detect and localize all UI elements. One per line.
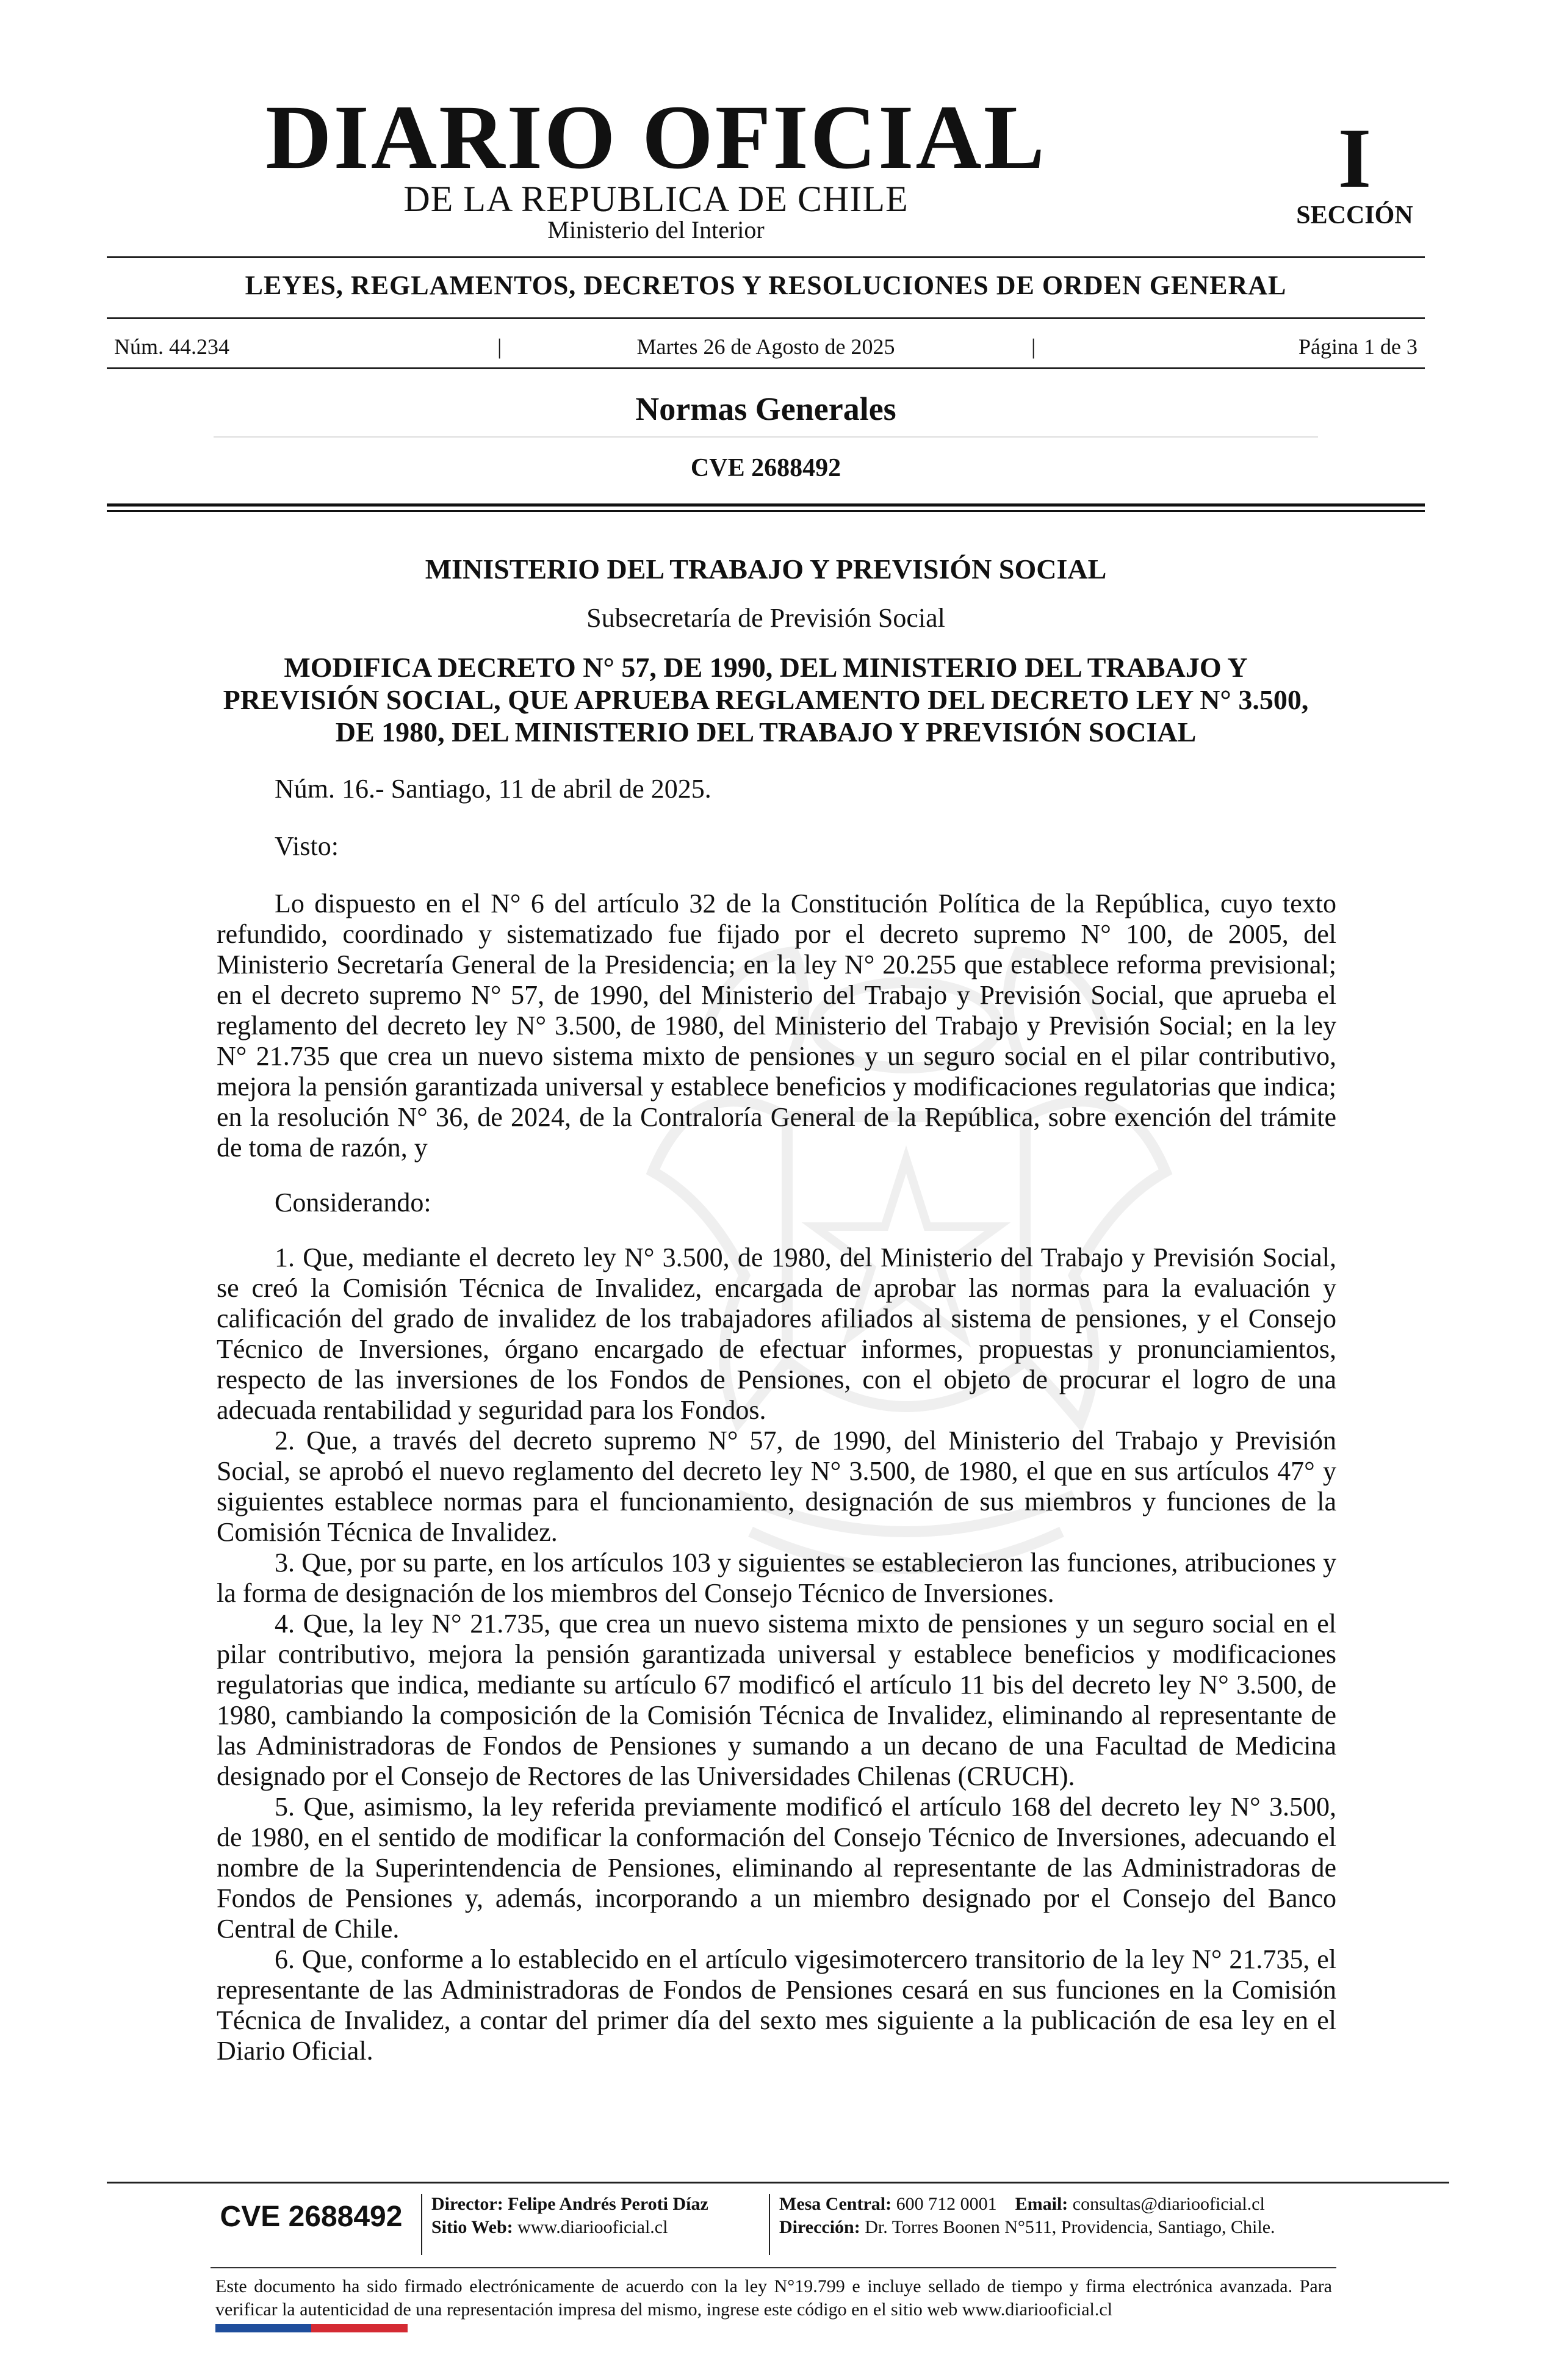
issue-page: Página 1 de 3	[1298, 334, 1417, 359]
visto-label: Visto:	[275, 831, 339, 861]
issue-date: Martes 26 de Agosto de 2025	[636, 334, 895, 359]
director-name: Felipe Andrés Peroti Díaz	[508, 2194, 708, 2214]
section-marker	[1284, 111, 1425, 229]
issue-bar	[107, 331, 1425, 362]
decree-title-line: DE 1980, DEL MINISTERIO DEL TRABAJO Y PREVISIÓN SOCIAL	[335, 716, 1197, 748]
decree-title-line: MODIFICA DECRETO N° 57, DE 1990, DEL MINISTERIO DEL TRABAJO Y	[284, 652, 1248, 683]
considerando-paragraph: 1. Que, mediante el decreto ley N° 3.500, de 1980, del Ministerio del Trabajo y Previsión Social, se creó la Comisión Técnica de Invalidez, encargada de aprobar las normas para la evaluación y calificación del grado de invalidez de los trabajadores afiliados al sistema de pensiones, y el Consejo Técnico de Inversiones, órgano encargado de efectuar informes, propuestas y pronunciamientos, respecto de las inversiones de los Fondos de Pensiones, con el objeto de procurar el logro de una adecuada rentabilidad y seguridad para los Fondos.	[217, 1242, 1336, 1425]
issue-separator: |	[497, 334, 502, 359]
issue-separator: |	[1031, 334, 1036, 359]
considerando-paragraph: 2. Que, a través del decreto supremo N° 57, de 1990, del Ministerio del Trabajo y Previsión Social, se aprobó el nuevo reglamento del decreto ley N° 3.500, de 1980, el que en sus artículos 47° y siguientes establece normas para el funcionamiento, designación de sus miembros y funciones de la Comisión Técnica de Invalidez.	[217, 1426, 1336, 1547]
masthead	[107, 87, 1425, 256]
cve-code: CVE 2688492	[690, 454, 841, 482]
decree-number-line: Núm. 16.- Santiago, 11 de abril de 2025.	[275, 774, 711, 804]
email-link[interactable]: consultas@diariooficial.cl	[1072, 2194, 1265, 2214]
electronic-signature-note: Este documento ha sido firmado electrónicamente de acuerdo con la ley N°19.799 e incluye sellado de tiempo y firma electrónica avanzada. Para verificar la autenticidad de una representación impresa del mismo, ingrese este código en el sitio web www.diariooficial.cl	[215, 2276, 1332, 2320]
issue-divider	[107, 367, 1425, 369]
normas-underline	[214, 436, 1318, 438]
decree-title-line: PREVISIÓN SOCIAL, QUE APRUEBA REGLAMENTO DEL DECRETO LEY N° 3.500,	[223, 684, 1309, 715]
normas-generales-title: Normas Generales	[635, 391, 896, 427]
considerando-label: Considerando:	[275, 1188, 431, 1217]
address-label: Dirección:	[779, 2217, 860, 2237]
section-number: I	[1338, 111, 1372, 206]
newspaper-title: DIARIO OFICIAL	[265, 87, 1046, 188]
address-value: Dr. Torres Boonen N°511, Providencia, Santiago, Chile.	[865, 2217, 1275, 2237]
footer-column-divider	[421, 2194, 422, 2255]
footer-divider	[107, 2182, 1449, 2183]
visto-paragraph: Lo dispuesto en el N° 6 del artículo 32 de la Constitución Política de la República, cuyo texto refundido, coordinado y sistematizado fue fijado por el decreto supremo N° 100, de 2005, del Ministerio Secretaría General de la Presidencia; en la ley N° 20.255 que establece reforma previsional; en el decreto supremo N° 57, de 1990, del Ministerio del Trabajo y Previsión Social, que aprueba el reglamento del decreto ley N° 3.500, de 1980, del Ministerio del Trabajo y Previsión Social; en la ley N° 21.735 que crea un nuevo sistema mixto de pensiones y un seguro social en el pilar contributivo, mejora la pensión garantizada universal y establece beneficios y modificaciones regulatorias que indica; en la resolución N° 36, de 2024, de la Contraloría General de la República, sobre exención del trámite de toma de razón, y	[217, 889, 1336, 1163]
footer-column-divider	[769, 2194, 770, 2255]
footer	[211, 2188, 1336, 2264]
newspaper-subtitle: DE LA REPUBLICA DE CHILE	[403, 179, 909, 219]
website-link[interactable]: www.diariooficial.cl	[517, 2217, 668, 2237]
footer-director-column	[431, 2193, 708, 2239]
director-label: Director:	[431, 2194, 503, 2214]
flag-blue-stripe	[215, 2324, 311, 2332]
footer-cve-code: CVE 2688492	[220, 2201, 403, 2233]
laws-heading: LEYES, REGLAMENTOS, DECRETOS Y RESOLUCIONES DE ORDEN GENERAL	[245, 270, 1287, 300]
mesa-central-label: Mesa Central:	[779, 2194, 892, 2214]
newspaper-ministry: Ministerio del Interior	[547, 216, 765, 243]
laws-divider	[107, 317, 1425, 319]
issue-number: Núm. 44.234	[114, 334, 229, 359]
ministry-heading: MINISTERIO DEL TRABAJO Y PREVISIÓN SOCIAL	[425, 554, 1107, 585]
header-double-rule	[107, 503, 1425, 507]
chile-flag-stripe	[215, 2324, 408, 2332]
masthead-divider	[107, 256, 1425, 258]
flag-red-stripe	[311, 2324, 408, 2332]
mesa-central-phone: 600 712 0001	[896, 2194, 997, 2214]
footer-contact-column	[779, 2193, 1275, 2239]
section-label: SECCIÓN	[1296, 201, 1413, 229]
header-double-rule	[107, 510, 1425, 512]
subsecretaria-heading: Subsecretaría de Previsión Social	[586, 603, 945, 633]
considerando-paragraph: 6. Que, conforme a lo establecido en el artículo vigesimotercero transitorio de la ley N° 21.735, el representante de las Administradoras de Fondos de Pensiones cesará en sus funciones en la Comisión Técnica de Invalidez, a contar del primer día del sexto mes siguiente a la publicación de esa ley en el Diario Oficial.	[217, 1944, 1336, 2066]
considerando-paragraph: 4. Que, la ley N° 21.735, que crea un nuevo sistema mixto de pensiones y un seguro social en el pilar contributivo, mejora la pensión garantizada universal y establece beneficios y modificaciones regulatorias que indica, mediante su artículo 67 modificó el artículo 11 bis del decreto ley N° 3.500, de 1980, cambiando la composición de la Comisión Técnica de Invalidez, eliminando al representante de las Administradoras de Fondos de Pensiones y sumando a un decano de una Facultad de Medicina designado por el Consejo de Rectores de las Universidades Chilenas (CRUCH).	[217, 1609, 1336, 1791]
website-label: Sitio Web:	[431, 2217, 513, 2237]
decree-body	[217, 774, 1336, 2066]
decree-title	[211, 651, 1321, 748]
considerando-paragraph: 3. Que, por su parte, en los artículos 103 y siguientes se establecieron las funciones, atribuciones y la forma de designación de los miembros del Consejo Técnico de Inversiones.	[217, 1548, 1336, 1608]
footer-divider	[211, 2267, 1336, 2268]
considerando-paragraph: 5. Que, asimismo, la ley referida previamente modificó el artículo 168 del decreto ley N° 3.500, de 1980, en el sentido de modificar la conformación del Consejo Técnico de Inversiones, adecuando el nombre de la Superintendencia de Pensiones, eliminando al representante de las Administradoras de Fondos de Pensiones y, además, incorporando a un miembro designado por el Consejo del Banco Central de Chile.	[217, 1792, 1336, 1944]
email-label: Email:	[1015, 2194, 1068, 2214]
